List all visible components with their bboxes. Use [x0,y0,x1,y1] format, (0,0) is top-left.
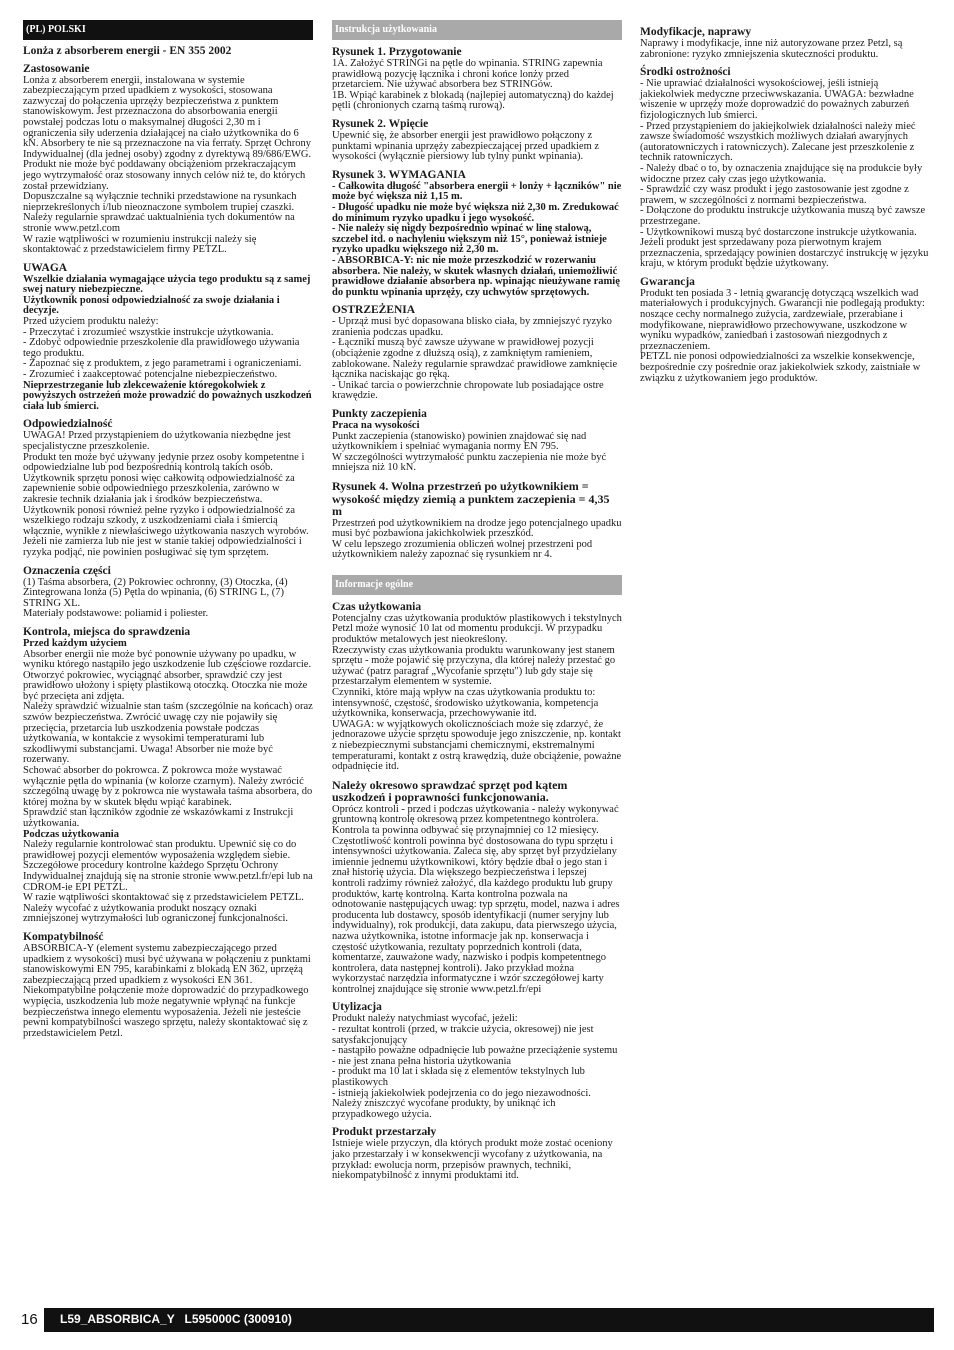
paragraph: Lonża z absorberem energii, instalowana w systemie zabezpieczającym przed upadkiem z wysokości, stosowana zazwyczaj do połączenia uprzęży bezpieczeństwa z punktem stanowiskowym. Jest przeznaczona do absorbowania energii powstałej podczas lotu o maksymalnej długości 2,30 m i ograniczenia siły uderzenia działającej na ciało użytkownika do 6 kN. Absorbery te nie są przeznaczone na via ferraty. Sprzęt Ochrony Indywidualnej (dla jednej osoby) zgodny z dyrektywą 89/686/EWG. [23,74,312,160]
section [332,1126,622,1181]
paragraph: Użytkownik ponosi również pełne ryzyko i odpowiedzialność za wszelkiego rodzaju szkody, z uszkodzeniami ciała i śmiercią włącznie, wynikłe z niewłaściwego użytkowania naszych wyrobów. Jeżeli nie zamierza lub nie jest w stanie takiej odpowiedzialności i ryzyka podjąć, nie powinien posługiwać się tym sprzętem. [23,504,309,558]
paragraph: Należy regularnie kontrolować stan produktu. Upewnić się co do prawidłowej pozycji elementów wyposażenia względem siebie. [23,839,297,861]
section-heading: Środki ostrożności [640,66,731,79]
section [23,63,313,256]
section-heading: Rysunek 3. WYMAGANIA [332,168,466,181]
paragraph: - nastąpiło poważne odpadnięcie lub poważne przeciążenie systemu [332,1045,618,1057]
section [23,262,313,413]
paragraph: Należy sprawdzić wizualnie stan taśm (szczególnie na końcach) oraz szwów bezpieczeństwa. Zwrócić uwagę czy nie pojawiły się przecięcia, przetarcia lub uszkodzenia powstałe podczas użytkowania, w kontakcie z wysokimi temperaturami lub szkodliwymi substancjami. Uwaga! Absorber nie może być rozerwany. [23,701,313,766]
paragraph: (1) Taśma absorbera, (2) Pokrowiec ochronny, (3) Otoczka, (4) Zintegrowana lonża (5) Pętla do wpinania, (6) STRING L, (7) STRING XL. [23,576,288,609]
section-heading: Odpowiedzialność [23,418,113,431]
bold-paragraph: - ABSORBICA-Y: nic nie może przeszkodzić w rozerwaniu absorbera. Nie należy, w skutek własnych działań, uniemożliwić prawidłowe działanie absorbera np. wpinając nieużywane ramię do punktu wpinania uprzęży, czy uchwytów sprzętowych. [332,254,620,298]
sections-general-info [332,601,622,1182]
section-heading: Kompatybilność [23,930,104,943]
paragraph: Dopuszczalne są wyłącznie techniki przedstawione na rysunkach nieprzekreślonych i/lub nieoznaczone symbolem trupiej czaszki. Należy regularnie sprawdzać uaktualnienia tych dokumentów na stronie www.petzl.com [23,191,297,234]
column-right [640,20,930,384]
bold-paragraph: Podczas użytkowania [23,828,119,840]
paragraph: Potencjalny czas użytkowania produktów plastikowych i tekstylnych Petzl może wynosić 10 lat od momentu produkcji. W przypadku produktów metalowych jest nieokreślony. [332,612,622,646]
paragraph: UWAGA: w wyjątkowych okolicznościach może się zdarzyć, że jednorazowe użycie sprzętu spowoduje jego zniszczenie, np. kontakt z niebezpiecznymi substancjami chemicznymi, ekstremalnymi temperaturami, kontakt z ostrą krawędzią, duże obciążenie, poważne odpadnięcie itd. [332,718,622,773]
bold-paragraph: - Całkowita długość "absorbera energii + lonży + łączników" nie może być większa niż 1,15 m. [332,180,622,203]
section [332,1001,622,1120]
section-heading: Modyfikacje, naprawy [640,26,752,38]
paragraph: 1B. Wpiąć karabinek z blokadą (najlepiej automatyczną) do każdej pętli (chronionych czarną taśmą rurową). [332,89,614,112]
paragraph: Przed użyciem produktu należy: [23,316,159,328]
paragraph: Produkt należy natychmiast wycofać, jeżeli: [332,1013,518,1025]
section-bar-instructions: Instrukcja użytkowania [332,20,622,40]
document-title: Lonża z absorberem energii - EN 355 2002 [23,45,232,57]
section-heading: Produkt przestarzały [332,1126,437,1139]
paragraph: W szczególności wytrzymałość punktu zaczepienia nie może być mniejsza niż 10 kN. [332,451,607,474]
section-heading: Rysunek 2. Wpięcie [332,117,429,130]
bold-paragraph: Praca na wysokości [332,420,420,432]
paragraph: Punkt zaczepienia (stanowisko) powinien znajdować się nad użytkownikiem i spełniać wymagania normy EN 795. [332,430,587,453]
paragraph: - Zapoznać się z produktem, z jego parametrami i ograniczeniami. [23,358,302,370]
paragraph: Istnieje wiele przyczyn, dla których produkt może zostać oceniony jako przestarzały i w konsekwencji wycofany z użytkowania, na przykład: ewolucja norm, przepisów prawnych, techniki, niekompatybilność z innymi produktami itd. [332,1138,613,1182]
paragraph: - Nie uprawiać działalności wysokościowej, jeśli istnieją jakiekolwiek medyczne przeciwwskazania. UWAGA: bezwładne wiszenie w uprzęży może doprowadzić do poważnych zaburzeń fizjologicznych lub śmierci. [640,78,914,121]
paragraph: - Unikać tarcia o powierzchnie chropowate lub posiadające ostre krawędzie. [332,379,604,402]
section [640,26,930,60]
paragraph: W razie wątpliwości skontaktować się z przedstawicielem PETZL. Należy wycofać z użytkowania produkt noszący oznaki zmniejszonej wytrzymałości lub ograniczonej funkcjonalności. [23,892,304,925]
section-bar-general-info: Informacje ogólne [332,575,622,595]
paragraph: - nie jest znana pełna historia użytkowania [332,1055,512,1067]
section [332,779,622,996]
page-number: 16 [21,1311,38,1328]
paragraph: - Użytkownikowi muszą być dostarczone instrukcje użytkowania. Jeżeli produkt jest sprzedawany poza pierwotnym krajem przeznaczenia, sprzedający powinien dostarczyć instrukcję w języku kraju, w którym produkt będzie użytkowany. [640,226,929,270]
section-heading: Gwarancja [640,275,695,288]
section [23,418,313,558]
section-heading: Rysunek 1. Przygotowanie [332,46,462,58]
paragraph: Czynniki, które mają wpływ na czas użytkowania produktu to: intensywność, częstość, środowisko użytkowania, kompetencja użytkownika, konserwacja, przechowywanie itd. [332,687,599,720]
paragraph: - Należy dbać o to, by oznaczenia znajdujące się na produkcie były widoczne przez cały czas jego użytkowania. [640,162,923,185]
paragraph: Produkt nie może być poddawany obciążeniom przekraczającym jego wytrzymałość oraz stosowany innych celów niż te, do których został przewidziany. [23,159,306,192]
section [332,304,622,402]
paragraph: Schować absorber do pokrowca. Z pokrowca może wystawać wyłącznie pętla do wpinania (w kolorze czarnym). Należy zwrócić szczególną uwagę by z pokrowca nie wystawała taśma absorbera, do której można by w skutek błędu wpiąć karabinek. [23,765,313,808]
paragraph: Absorber energii nie może być ponownie używany po upadku, w wyniku którego nastąpiło jego uszkodzenie lub częściowe rozdarcie. [23,648,312,671]
paragraph: W celu lepszego zrozumienia obliczeń wolnej przestrzeni pod użytkownikiem należy zapoznać się rysunkiem nr 4. [332,538,593,561]
section-heading: Kontrola, miejsca do sprawdzenia [23,625,191,638]
language-bar: (PL) POLSKI [23,20,313,40]
paragraph: UWAGA! Przed przystąpieniem do użytkowania niezbędne jest specjalistyczne przeszkolenie. [23,430,291,452]
footer-bar [44,1308,934,1332]
bold-paragraph: Przed każdym użyciem [23,637,127,649]
paragraph: Produkt ten może być używany jedynie przez osoby kompetentne i odpowiedzialne lub pod bezpośrednią kontrolą takich osób. [23,451,305,474]
paragraph: Upewnić się, że absorber energii jest prawidłowo połączony z punktami wpinania uprzęży zabezpieczającej przed upadkiem z wysokości (wyłącznie piersiowy lub tylny punkt wpinania). [332,129,600,163]
section [332,601,622,773]
paragraph: PETZL nie ponosi odpowiedzialności za wszelkie konsekwencje, bezpośrednie czy pośrednie oraz jakiekolwiek szkody, zaistniałe w związku z użytkowaniem jego produktów. [640,351,921,384]
paragraph: Oprócz kontroli - przed i podczas użytkowania - należy wykonywać gruntowną kontrolę okresową przez kompetentnego kontrolera. Kontrola ta powinna odbywać się przynajmniej co 12 miesięcy. Częstotliwość kontroli powinna być dostosowana do typu sprzętu i intensywności użytkowania. Zaleca się, aby sprzęt był przydzielany imiennie jednemu użytkownikowi, który będzie dbał o jego stan i znał historię użycia. Dla większego bezpieczeństwa i lepszej kontroli radzimy również założyć, dla każdego produktu lub grupy produktów, kartę kontrolną. Karta kontrolna pozwala na odnotowanie następujących uwag: typ sprzętu, model, nazwa i adres producenta lub dostawcy, sposób identyfikacji (numer seryjny lub indywidualny), rok produkcji, data zakupu, data pierwszego użycia, nazwa użytkownika, istotne informacje jak np. konserwacja i częstość użytkowania, rezultaty poprzednich kontroli (data, komentarze, zauważone wady, nazwisko i podpis kompetentnego kontrolera, data następnej kontroli). Jako przykład można wykorzystać narzędzia informatyczne i wzór szczegółowej karty kontrolnej znajdujące się stronie www.petzl.fr/epi [332,803,620,995]
paragraph: ABSORBICA-Y (element systemu zabezpieczającego przed upadkiem z wysokości) musi być używana w połączeniu z punktami stanowiskowymi EN 795, karabinkami z blokadą EN 362, uprzężą zabezpieczającą przed upadkiem z wysokości EN 361. [23,942,311,986]
section [640,276,930,384]
bold-paragraph: Użytkownik ponosi odpowiedzialność za swoje działania i decyzje. [23,294,280,317]
section-heading: Rysunek 4. Wolna przestrzeń po użytkownikiem = wysokość między ziemią a punktem zaczepienia = 4,35 m [332,479,610,518]
column-middle [332,20,622,1182]
section-heading: Czas użytkowania [332,600,422,613]
paragraph: - rezultat kontroli (przed, w trakcie użycia, okresowej) nie jest satysfakcjonujący [332,1024,594,1046]
paragraph: - Łączniki muszą być zawsze używane w prawidłowej pozycji (obciążenie zgodne z dłuższą osią), z zamkniętym ramieniem, zablokowane. Należy regularnie sprawdzać prawidłowe zamknięcie łącznika naciskając go ręką. [332,337,618,381]
section [332,118,622,163]
bold-paragraph: Nieprzestrzeganie lub zlekceważenie któregokolwiek z powyższych ostrzeżeń może prowadzić do poważnych uszkodzeń ciała lub śmierci. [23,379,312,412]
section-heading: OSTRZEŻENIA [332,304,416,317]
sections-right [640,26,930,384]
paragraph: Naprawy i modyfikacje, inne niż autoryzowane przez Petzl, są zabronione: ryzyko zmniejszenia skuteczności produktu. [640,38,903,60]
paragraph: Rzeczywisty czas użytkowania produktu warunkowany jest stanem sprzętu - może pojawić się przyczyna, dla której należy przestać go używać (patrz paragraf „Wycofanie sprzętu") lub gdy staje się przestarzałym elementem w systemie. [332,644,616,688]
paragraph: - Zrozumieć i zaakceptować potencjalne niebezpieczeństwo. [23,369,278,381]
section-heading: Utylizacja [332,1001,382,1014]
section [23,931,313,1039]
bold-paragraph: Wszelkie działania wymagające użycia tego produktu są z samej swej natury niebezpieczne. [23,273,311,296]
paragraph: Materiały podstawowe: poliamid i poliester. [23,608,209,620]
paragraph: - istnieją jakiekolwiek podejrzenia co do jego niezawodności. [332,1087,591,1099]
section-heading: UWAGA [23,261,68,274]
paragraph: - Dołączone do produktu instrukcje użytkowania muszą być zawsze przestrzegane. [640,205,926,227]
section [23,565,313,620]
section [332,408,622,474]
paragraph: - Sprawdzić czy wasz produkt i jego zastosowanie jest zgodne z prawem, w szczególności z normami bezpieczeństwa. [640,184,909,206]
bold-paragraph: - Długość upadku nie może być większa niż 2,30 m. Zredukować do minimum ryzyko upadku i jego wysokość. [332,201,619,224]
section-heading: Oznaczenia części [23,564,111,577]
section [23,626,313,925]
paragraph: Niekompatybilne połączenie może doprowadzić do przypadkowego wypięcia, uszkodzenia lub może negatywnie wpłynąć na funkcje bezpieczeństwa innego elementu wyposażenia. Jeżeli nie jesteście pewni kompatybilności waszego sprzętu, należy skontaktować się z przedstawicielem Petzl. [23,985,309,1039]
paragraph: Użytkownik sprzętu ponosi więc całkowitą odpowiedzialność za zapewnienie sobie odpowiedniego przeszkolenia, zarówno w zakresie technik działania jak i środków bezpieczeństwa. [23,472,295,505]
paragraph: Przestrzeń pod użytkownikiem na drodze jego potencjalnego upadku musi być pozbawiona jakichkolwiek przeszkód. [332,517,622,540]
page-footer [0,1308,954,1334]
section-heading: Zastosowanie [23,62,90,75]
paragraph: Należy zniszczyć wycofane produkty, by uniknąć ich przypadkowego użycia. [332,1098,556,1120]
paragraph: 1A. Założyć STRINGi na pętle do wpinania. STRING zapewnia prawidłową pozycję łącznika i chroni końce lonży przed przetarciem. Nie używać absorbera bez STRINGów. [332,58,603,91]
section [640,66,930,270]
paragraph: - Uprząż musi być dopasowana blisko ciała, by zmniejszyć ryzyko zranienia podczas upadku. [332,316,612,338]
section [332,480,622,561]
section-heading: Należy okresowo sprawdzać sprzęt pod kątem uszkodzeń i poprawności funkcjonowania. [332,777,568,805]
paragraph: - Zdobyć odpowiednie przeszkolenie dla prawidłowego używania tego produktu. [23,337,300,359]
sections-instructions [332,46,622,561]
paragraph: Otworzyć pokrowiec, wyciągnąć absorber, sprawdzić czy jest prawidłowo ułożony i spięty plastikową otoczką. Otoczka nie może być przecięta ani zdjęta. [23,669,308,702]
document-code: L59_ABSORBICA_Y L595000C (300910) [60,1312,292,1326]
paragraph: Produkt ten posiada 3 - letnią gwarancję dotyczącą wszelkich wad materiałowych i produkcyjnych. Gwarancji nie podlegają produkty: noszące cechy normalnego zużycia, zardzewiałe, przerabiane i modyfikowane, nieprawidłowo przechowywane, uszkodzone w wyniku wypadków, zaniedbań i zastosowań niezgodnych z przeznaczeniem. [640,287,925,352]
section [332,46,622,112]
bold-paragraph: - Nie należy się nigdy bezpośrednio wpinać w linę stalową, szczebel itd. o nachyleniu większym niż 15°, ponieważ istnieje ryzyko upadku większego niż 2,30 m. [332,223,607,256]
paragraph: - Przeczytać i zrozumieć wszystkie instrukcje użytkowania. [23,326,274,338]
paragraph: - produkt ma 10 lat i składa się z elementów tekstylnych lub plastikowych [332,1066,585,1089]
sections-left [23,63,313,1040]
column-left [23,20,313,1039]
paragraph: Szczegółowe procedury kontrolne każdego Sprzętu Ochrony Indywidualnej znajdują się na stronie stronie www.petzl.fr/epi lub na CDROM-ie EPI PETZL. [23,860,313,893]
paragraph: W razie wątpliwości w rozumieniu instrukcji należy się skontaktować z przedstawicielem firmy PETZL. [23,233,257,256]
paragraph: Sprawdzić stan łączników zgodnie ze wskazówkami z Instrukcji użytkowania. [23,807,294,829]
section [332,169,622,299]
paragraph: - Przed przystąpieniem do jakiejkolwiek działalności należy mieć zawsze świadomość wszystkich możliwych działań awaryjnych (autoratowniczych i ratowniczych). Zalecane jest przeszkolenie z technik ratowniczych. [640,120,916,164]
section-heading: Punkty zaczepienia [332,408,427,421]
